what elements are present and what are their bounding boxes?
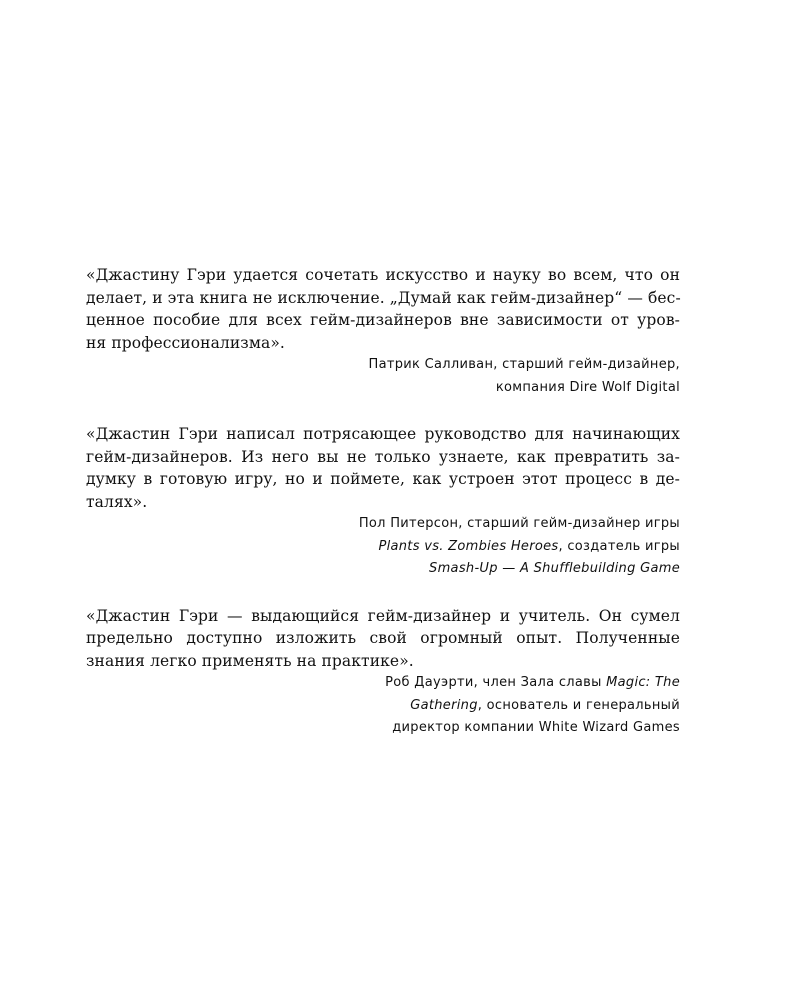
testimonial-attribution: [86, 354, 680, 399]
testimonial-2: [86, 423, 680, 581]
attribution-line: [86, 717, 680, 740]
attribution-text: директор компании White Wizard Games: [392, 720, 680, 735]
testimonial-quote: [86, 423, 680, 513]
game-title: Plants vs. Zombies Heroes: [378, 538, 559, 554]
game-title: Magic: The: [606, 675, 680, 690]
testimonial-3: [86, 605, 680, 740]
quote-line: думку в готовую игру, но и поймете, как устроен этот процесс в де-: [86, 470, 680, 488]
quote-line: гейм-дизайнеров. Из него вы не только узнаете, как превратить за-: [86, 447, 680, 466]
testimonial-attribution: [86, 672, 680, 740]
attribution-line: [86, 558, 680, 581]
attribution-line: [86, 695, 680, 718]
attribution-text: Пол Питерсон, старший гейм-дизайнер игры: [358, 516, 680, 531]
quote-line: талях».: [86, 492, 148, 511]
attribution-text: Патрик Салливан, старший гейм-дизайнер,: [368, 357, 680, 372]
attribution-line: [86, 377, 680, 400]
testimonials-page: [86, 264, 680, 764]
attribution-line: [86, 354, 680, 377]
testimonial-quote: [86, 264, 680, 354]
quote-line: «Джастин Гэри — выдающийся гейм-дизайнер и учитель. Он сумел: [86, 606, 680, 625]
attribution-line: [86, 536, 680, 559]
testimonial-quote: [86, 605, 680, 673]
attribution-line: [86, 672, 680, 695]
attribution-text: Роб Дауэрти, член Зала славы: [385, 675, 607, 690]
quote-line: знания легко применять на практике».: [86, 651, 414, 670]
game-title: Gathering: [410, 697, 478, 713]
attribution-text: , создатель игры: [558, 538, 680, 554]
quote-line: ценное пособие для всех гейм-дизайнеров вне зависимости от уров-: [86, 311, 680, 329]
attribution-text: компания Dire Wolf Digital: [495, 379, 680, 395]
quote-line: делает, и эта книга не исключение. „Думай как гейм-дизайнер“ — бес-: [86, 288, 681, 307]
quote-line: «Джастин Гэри написал потрясающее руководство для начинающих: [86, 425, 680, 443]
quote-line: предельно доступно изложить свой огромный опыт. Полученные: [86, 629, 680, 647]
attribution-line: [86, 513, 680, 536]
game-title: Smash-Up — A Shufflebuilding Game: [429, 561, 680, 576]
testimonial-1: [86, 264, 680, 399]
quote-line: «Джастину Гэри удается сочетать искусство и науку во всем, что он: [86, 266, 680, 284]
quote-line: ня профессионализма».: [86, 333, 285, 352]
testimonial-attribution: [86, 513, 680, 581]
attribution-text: , основатель и генеральный: [477, 697, 680, 713]
